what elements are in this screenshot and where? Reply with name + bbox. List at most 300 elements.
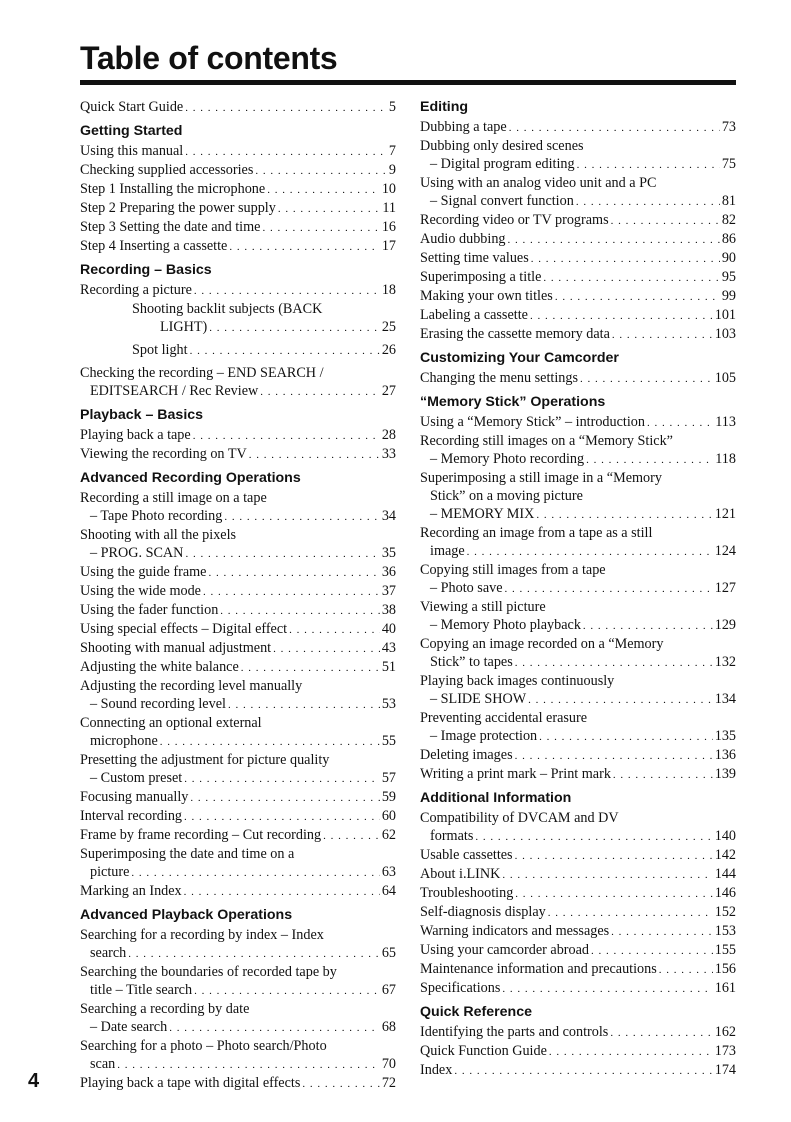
leader-dots [260,383,380,401]
leader-dots [220,602,380,620]
entry-page: 173 [714,1043,736,1059]
leader-dots [576,193,720,211]
entry-text: Superimposing a title [420,269,542,285]
entry-text: Step 2 Preparing the power supply [80,200,276,216]
leader-dots [543,269,719,287]
toc-entry[interactable] [420,903,736,922]
section-heading-playback-basics: Playback – Basics [80,407,204,423]
toc-entry[interactable] [80,582,396,601]
toc-entry-line[interactable] [80,1000,396,1018]
entry-text: Using this manual [80,143,184,159]
entry-text: Step 1 Installing the microphone [80,181,266,197]
toc-entry[interactable] [420,306,736,325]
toc-entry[interactable] [80,341,396,360]
entry-page: 132 [714,654,736,670]
entry-text: microphone [90,733,158,749]
toc-entry[interactable] [420,211,736,230]
leader-dots [611,923,713,941]
entry-text: Maintenance information and precautions [420,961,657,977]
entry-text: Shooting backlit subjects (BACK [132,301,323,317]
entry-text: Viewing the recording on TV [80,446,247,462]
entry-page: 16 [381,219,396,235]
entry-page: 174 [714,1062,736,1078]
entry-text: Erasing the cassette memory data [420,326,610,342]
toc-entry[interactable] [420,827,736,846]
entry-page: 156 [714,961,736,977]
entry-page: 38 [381,602,396,618]
entry-page: 64 [381,883,396,899]
entry-page: 118 [715,451,736,467]
entry-page: 18 [381,282,396,298]
toc-entry[interactable] [80,1074,396,1093]
entry-page: 142 [714,847,736,863]
entry-text: Dubbing only desired scenes [420,138,584,154]
toc-entry-line[interactable] [420,524,736,542]
entry-text: Using the wide mode [80,583,201,599]
entry-text: Step 3 Setting the date and time [80,219,261,235]
toc-entry[interactable] [80,426,396,445]
leader-dots [262,219,379,237]
toc-entry[interactable] [420,1042,736,1061]
entry-text: Viewing a still picture [420,599,546,615]
toc-entry[interactable] [420,653,736,672]
toc-entry[interactable] [80,218,396,237]
entry-page: 90 [721,250,736,266]
toc-entry[interactable] [80,142,396,161]
entry-page: 53 [381,696,396,712]
leader-dots [647,414,713,432]
toc-entry-line[interactable] [420,709,736,727]
toc-entry-line[interactable] [80,677,396,695]
toc-entry-line[interactable] [420,561,736,579]
toc-entry-line[interactable] [80,1037,396,1055]
entry-text: Warning indicators and messages [420,923,610,939]
entry-page: 57 [381,770,396,786]
leader-dots [508,231,720,249]
entry-page: 27 [381,383,396,399]
entry-text: Writing a print mark – Print mark [420,766,611,782]
entry-text: – Tape Photo recording [90,508,223,524]
toc-entry-line[interactable] [420,809,736,827]
entry-page: 161 [714,980,736,996]
entry-page: 43 [381,640,396,656]
leader-dots [160,733,380,751]
toc-entry[interactable] [80,237,396,256]
toc-entry[interactable] [420,542,736,561]
leader-dots [515,747,713,765]
leader-dots [117,1056,380,1074]
toc-entry[interactable] [420,865,736,884]
entry-text: Index [420,1062,453,1078]
leader-dots [267,181,380,199]
entry-text: – Memory Photo playback [430,617,581,633]
toc-entry-line[interactable] [80,926,396,944]
leader-dots [531,250,720,268]
toc-entry[interactable] [80,161,396,180]
entry-text: Using the guide frame [80,564,207,580]
entry-text: Recording a still image on a tape [80,490,267,506]
toc-entry[interactable] [80,732,396,751]
entry-text: Quick Function Guide [420,1043,547,1059]
leader-dots [539,728,713,746]
leader-dots [528,691,713,709]
toc-entry[interactable] [80,445,396,464]
toc-entry[interactable] [420,765,736,784]
leader-dots [190,342,380,360]
toc-entry[interactable] [420,155,736,174]
entry-page: 9 [388,162,396,178]
entry-page: 36 [381,564,396,580]
entry-text: Stick” on a moving picture [430,488,583,504]
toc-entry[interactable] [80,639,396,658]
section-heading-quick-reference: Quick Reference [420,1004,532,1020]
entry-page: 140 [714,828,736,844]
leader-dots [185,545,379,563]
entry-text: Shooting with all the pixels [80,527,237,543]
toc-entry[interactable] [420,1061,736,1080]
leader-dots [467,543,713,561]
toc-entry[interactable] [420,1023,736,1042]
entry-text: Using a “Memory Stick” – introduction [420,414,645,430]
entry-text: Usable cassettes [420,847,513,863]
entry-text: image [430,543,465,559]
toc-entry-line[interactable] [80,526,396,544]
leader-dots [228,696,380,714]
toc-entry-line[interactable] [420,174,736,192]
entry-text: Using special effects – Digital effect [80,621,288,637]
toc-entry-line[interactable] [420,598,736,616]
leader-dots [190,789,379,807]
toc-entry[interactable] [420,579,736,598]
entry-text: formats [430,828,474,844]
section-heading-getting-started: Getting Started [80,123,183,139]
toc-entry[interactable] [80,507,396,526]
entry-page: 105 [714,370,736,386]
entry-page: 72 [381,1075,396,1091]
toc-entry[interactable] [420,268,736,287]
toc-entry[interactable] [80,981,396,1000]
leader-dots [273,640,380,658]
leader-dots [515,847,713,865]
toc-entry[interactable] [420,413,736,432]
entry-text: – Sound recording level [90,696,226,712]
toc-entry[interactable] [80,199,396,218]
section-heading-advanced-recording: Advanced Recording Operations [80,470,301,486]
toc-entry[interactable] [420,230,736,249]
entry-page: 162 [714,1024,736,1040]
leader-dots [659,961,713,979]
toc-entry-line[interactable] [80,489,396,507]
entry-page: 28 [381,427,396,443]
entry-page: 59 [381,789,396,805]
entry-page: 103 [714,326,736,342]
section-heading-memory-stick: “Memory Stick” Operations [420,394,606,410]
leader-dots [255,162,387,180]
entry-page: 86 [721,231,736,247]
entry-page: 129 [714,617,736,633]
leader-dots [278,200,380,218]
toc-entry[interactable] [80,769,396,788]
leader-dots [184,770,380,788]
page-number: 4 [28,1070,40,1092]
leader-dots [611,212,720,230]
toc-entry-line[interactable] [80,714,396,732]
toc-entry[interactable] [80,1055,396,1074]
toc-entry-line[interactable] [420,672,736,690]
leader-dots [185,143,387,161]
entry-text: – Signal convert function [430,193,574,209]
entry-page: 82 [721,212,736,228]
entry-page: 134 [714,691,736,707]
leader-dots [610,1024,712,1042]
toc-entry[interactable] [420,450,736,469]
entry-page: 124 [714,543,736,559]
entry-page: 121 [714,506,736,522]
entry-text: – SLIDE SHOW [430,691,527,707]
leader-dots [208,564,379,582]
entry-text: Recording video or TV programs [420,212,609,228]
entry-page: 75 [721,156,736,172]
entry-text: Searching the boundaries of recorded tape by [80,964,337,980]
entry-page: 81 [721,193,736,209]
leader-dots [509,119,720,137]
toc-entry[interactable] [420,846,736,865]
toc-entry-line[interactable] [420,469,736,487]
page-title: Table of contents [80,40,338,76]
entry-text: Playing back images continuously [420,673,615,689]
entry-text: EDITSEARCH / Rec Review [90,383,259,399]
entry-text: Changing the menu settings [420,370,579,386]
entry-page: 33 [381,446,396,462]
leader-dots [530,307,713,325]
leader-dots [194,982,380,1000]
entry-page: 55 [381,733,396,749]
leader-dots [194,282,380,300]
section-heading-editing: Editing [420,99,469,115]
entry-page: 139 [714,766,736,782]
entry-page: 5 [388,99,396,115]
entry-page: 40 [381,621,396,637]
leader-dots [555,288,720,306]
entry-page: 73 [721,119,736,135]
leader-dots [185,99,387,117]
entry-text: Searching a recording by date [80,1001,250,1017]
toc-entry[interactable] [420,727,736,746]
toc-entry[interactable] [80,180,396,199]
toc-entry[interactable] [80,98,396,117]
leader-dots [549,1043,713,1061]
leader-dots [583,617,713,635]
toc-entry[interactable] [80,788,396,807]
toc-entry[interactable] [420,192,736,211]
toc-entry[interactable] [420,616,736,635]
entry-page: 62 [381,827,396,843]
entry-text: Recording still images on a “Memory Stick” [420,433,673,449]
entry-page: 34 [381,508,396,524]
toc-entry[interactable] [80,601,396,620]
entry-text: Recording an image from a tape as a still [420,525,653,541]
leader-dots [131,864,379,882]
toc-entry[interactable] [420,369,736,388]
toc-entry-line[interactable] [420,635,736,653]
entry-text: Labeling a cassette [420,307,528,323]
entry-text: Superimposing the date and time on a [80,846,295,862]
toc-entry[interactable] [80,826,396,845]
entry-text: title – Title search [90,982,193,998]
leader-dots [184,808,380,826]
leader-dots [203,583,380,601]
toc-entry[interactable] [420,325,736,344]
leader-dots [536,506,712,524]
entry-page: 37 [381,583,396,599]
entry-page: 68 [381,1019,396,1035]
toc-entry[interactable] [420,941,736,960]
entry-text: Superimposing a still image in a “Memory [420,470,662,486]
toc-entry[interactable] [420,922,736,941]
entry-text: – MEMORY MIX [430,506,535,522]
entry-page: 65 [381,945,396,961]
toc-entry[interactable] [420,960,736,979]
entry-page: 113 [715,414,736,430]
entry-page: 35 [381,545,396,561]
toc-entry-line[interactable] [80,300,396,318]
toc-entry-line[interactable] [420,137,736,155]
toc-entry-line[interactable] [80,751,396,769]
leader-dots [612,326,713,344]
leader-dots [505,580,713,598]
toc-entry[interactable] [80,944,396,963]
toc-entry[interactable] [80,882,396,901]
leader-dots [502,866,712,884]
entry-page: 63 [381,864,396,880]
title-rule [80,80,736,85]
leader-dots [184,883,380,901]
entry-text: Troubleshooting [420,885,514,901]
entry-page: 99 [721,288,736,304]
entry-text: Copying an image recorded on a “Memory [420,636,664,652]
section-heading-advanced-playback: Advanced Playback Operations [80,907,293,923]
entry-text: Searching for a recording by index – Index [80,927,324,943]
toc-entry-line[interactable] [420,487,736,505]
toc-entry[interactable] [80,382,396,401]
toc-entry[interactable] [80,281,396,300]
entry-text: Connecting an optional external [80,715,262,731]
leader-dots [224,508,379,526]
toc-entry[interactable] [420,249,736,268]
leader-dots [241,659,380,677]
entry-text: Making your own titles [420,288,553,304]
entry-text: Adjusting the recording level manually [80,678,303,694]
entry-text: Marking an Index [80,883,182,899]
toc-entry[interactable] [80,695,396,714]
leader-dots [193,427,380,445]
entry-page: 135 [714,728,736,744]
entry-text: Playing back a tape with digital effects [80,1075,301,1091]
leader-dots [209,319,380,337]
entry-page: 60 [381,808,396,824]
entry-page: 70 [381,1056,396,1072]
leader-dots [591,942,713,960]
entry-page: 95 [721,269,736,285]
entry-text: Specifications [420,980,501,996]
entry-page: 17 [381,238,396,254]
toc-entry-line[interactable] [80,963,396,981]
section-heading-additional-information: Additional Information [420,790,572,806]
toc-entry[interactable] [420,287,736,306]
leader-dots [475,828,712,846]
toc-entry[interactable] [80,544,396,563]
toc-entry[interactable] [80,318,396,337]
toc-entry[interactable] [80,1018,396,1037]
entry-text: picture [90,864,130,880]
entry-page: 7 [388,143,396,159]
entry-text: scan [90,1056,116,1072]
entry-text: – Digital program editing [430,156,575,172]
toc-entry-line[interactable] [80,364,396,382]
toc-entry[interactable] [420,884,736,903]
leader-dots [169,1019,380,1037]
toc-entry[interactable] [80,563,396,582]
leader-dots [613,766,713,784]
entry-page: 146 [714,885,736,901]
entry-text: Recording a picture [80,282,192,298]
entry-text: Dubbing a tape [420,119,507,135]
entry-text: Frame by frame recording – Cut recording [80,827,322,843]
toc-entry[interactable] [80,658,396,677]
entry-text: Using with an analog video unit and a PC [420,175,657,191]
entry-text: – Date search [90,1019,168,1035]
entry-text: Quick Start Guide [80,99,184,115]
entry-text: Identifying the parts and controls [420,1024,609,1040]
leader-dots [586,451,713,469]
leader-dots [289,621,380,639]
entry-page: 136 [714,747,736,763]
entry-text: About i.LINK [420,866,501,882]
toc-entry-line[interactable] [420,432,736,450]
entry-page: 101 [714,307,736,323]
leader-dots [548,904,713,922]
entry-text: Searching for a photo – Photo search/Photo [80,1038,327,1054]
entry-text: Setting time values [420,250,529,266]
entry-text: Focusing manually [80,789,189,805]
toc-entry[interactable] [80,620,396,639]
toc-left-column [80,98,396,1093]
entry-text: Checking supplied accessories [80,162,254,178]
entry-text: Audio dubbing [420,231,506,247]
toc-right-column [420,98,736,1080]
entry-text: Preventing accidental erasure [420,710,588,726]
leader-dots [128,945,380,963]
toc-entry[interactable] [420,979,736,998]
leader-dots [577,156,720,174]
toc-entry[interactable] [80,807,396,826]
entry-page: 10 [381,181,396,197]
toc-entry[interactable] [420,746,736,765]
entry-text: search [90,945,127,961]
toc-entry[interactable] [420,118,736,137]
section-heading-customizing: Customizing Your Camcorder [420,350,619,366]
toc-entry-line[interactable] [80,845,396,863]
leader-dots [323,827,380,845]
entry-text: Adjusting the white balance [80,659,239,675]
toc-entry[interactable] [420,690,736,709]
toc-entry[interactable] [80,863,396,882]
leader-dots [229,238,379,256]
entry-page: 153 [714,923,736,939]
leader-dots [580,370,713,388]
toc-entry[interactable] [420,505,736,524]
leader-dots [515,885,712,903]
